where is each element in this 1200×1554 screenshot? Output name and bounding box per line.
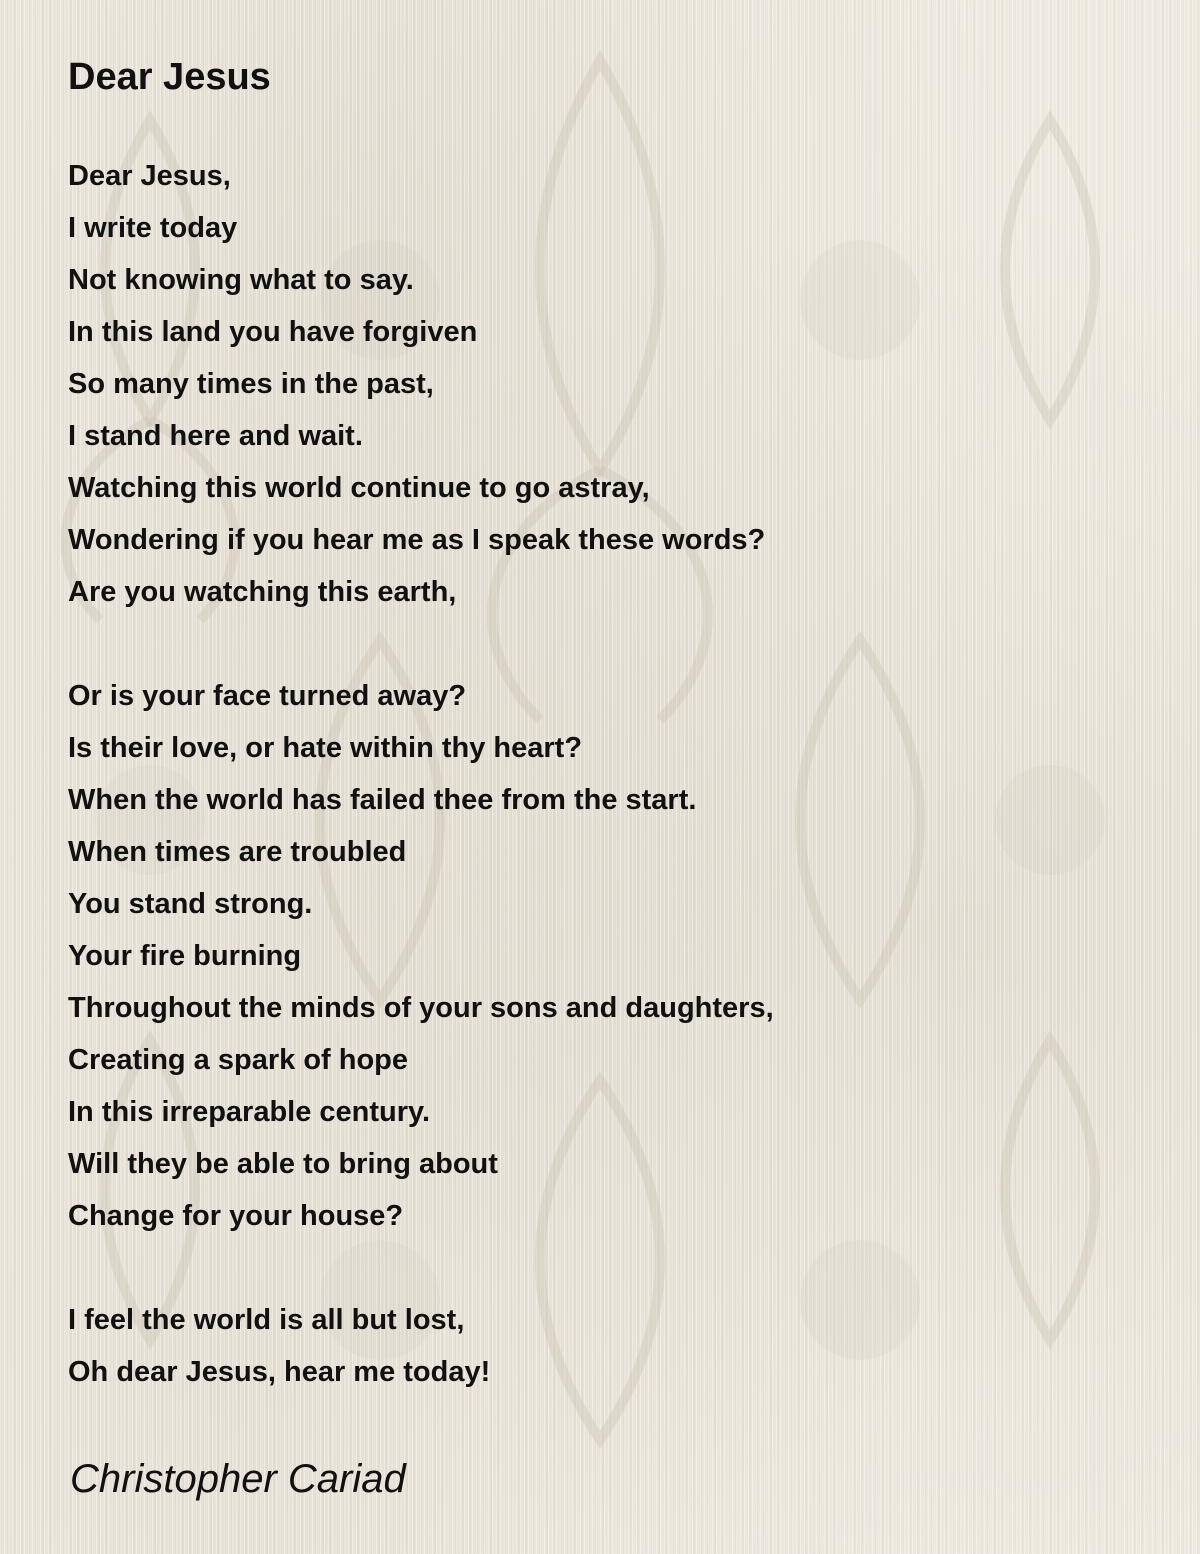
poem-line: Watching this world continue to go astray, [68, 472, 650, 504]
poem-line: Throughout the minds of your sons and daughters, [68, 992, 774, 1024]
stanza-3 [68, 1294, 1148, 1398]
poem-line: Will they be able to bring about [68, 1148, 498, 1180]
poem-body [68, 150, 1148, 1398]
poem-line: Your fire burning [68, 940, 302, 972]
poem-line: Is their love, or hate within thy heart? [68, 732, 583, 764]
poem-line: I feel the world is all but lost, [68, 1304, 465, 1336]
poem-line: Are you watching this earth, [68, 576, 457, 608]
poem-line: I stand here and wait. [68, 420, 363, 452]
poem-line: When times are troubled [68, 836, 407, 868]
poem-line: In this irreparable century. [68, 1096, 431, 1128]
poem-line: Change for your house? [68, 1200, 404, 1232]
poem-line: Creating a spark of hope [68, 1044, 409, 1076]
poem-container [68, 52, 1148, 1450]
poem-line: In this land you have forgiven [68, 316, 478, 348]
poem-author: Christopher Cariad [70, 1457, 406, 1501]
stanza-1 [68, 150, 1148, 618]
poem-line: Oh dear Jesus, hear me today! [68, 1356, 491, 1388]
poem-title: Dear Jesus [68, 56, 271, 98]
poem-line: Not knowing what to say. [68, 264, 414, 296]
poem-line: So many times in the past, [68, 368, 434, 400]
poem-line: Dear Jesus, [68, 160, 231, 192]
poem-line: Or is your face turned away? [68, 680, 467, 712]
stanza-2 [68, 670, 1148, 1242]
poem-line: I write today [68, 212, 238, 244]
poem-line: Wondering if you hear me as I speak these words? [68, 524, 766, 556]
poem-line: When the world has failed thee from the start. [68, 784, 697, 816]
poem-line: You stand strong. [68, 888, 313, 920]
